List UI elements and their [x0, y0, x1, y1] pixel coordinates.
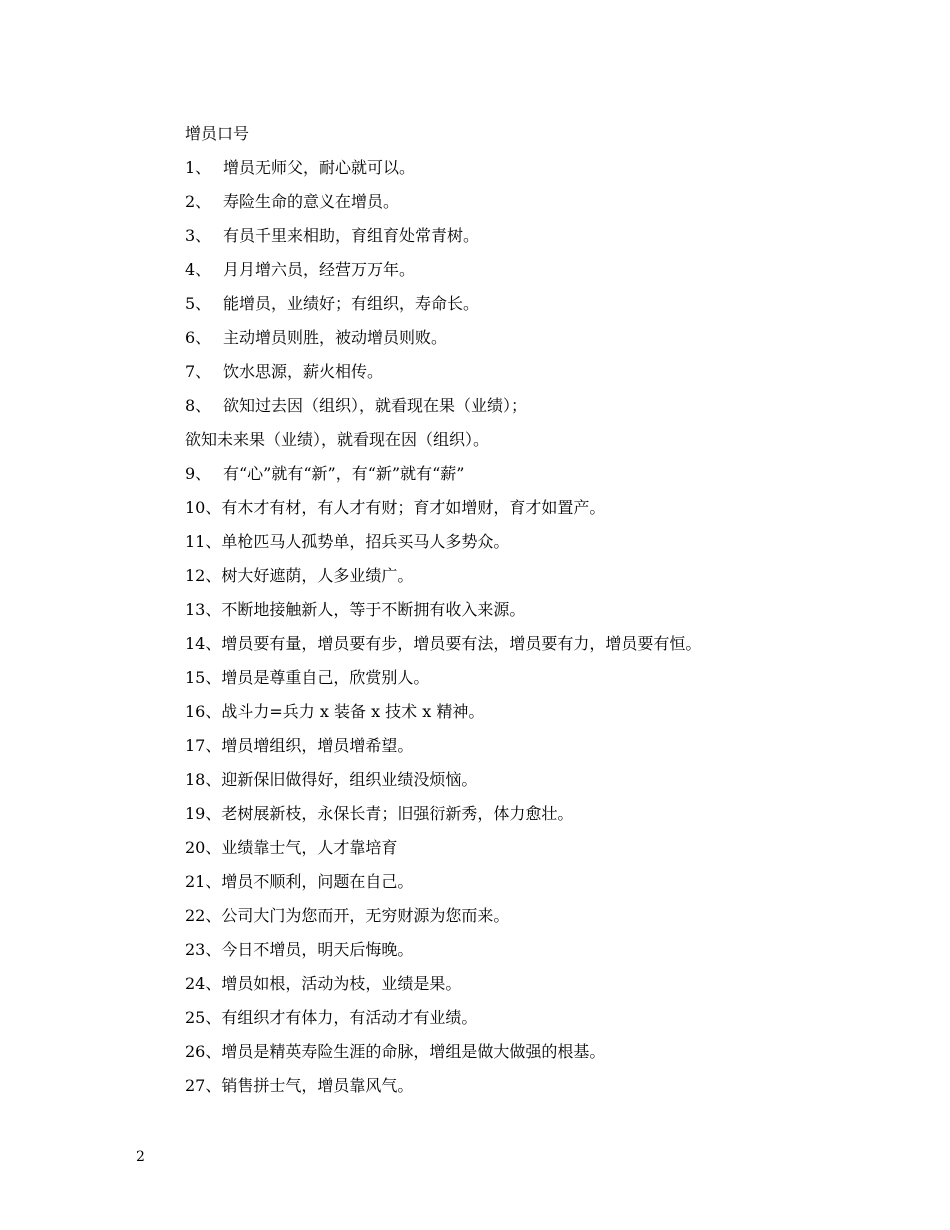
slogan-number: 19、 [185, 804, 222, 823]
document-body [185, 117, 905, 1103]
slogan-number: 1、 [185, 158, 212, 177]
slogan-number: 24、 [185, 974, 222, 993]
slogan-text: 有木才有材，有人才有财；育才如增财，育才如置产。 [221, 498, 606, 517]
slogan-number: 14、 [185, 634, 222, 653]
slogan-line [185, 627, 905, 661]
slogan-text: 欲知过去因（组织），就看现在果（业绩）； [223, 396, 528, 415]
slogan-text: 增员是精英寿险生涯的命脉，增组是做大做强的根基。 [221, 1042, 606, 1061]
slogan-number: 5、 [185, 294, 212, 313]
slogan-number: 25、 [185, 1008, 222, 1027]
slogan-line [185, 1001, 905, 1035]
slogan-line [185, 185, 905, 219]
slogan-text: 单枪匹马人孤势单，招兵买马人多势众。 [221, 532, 510, 551]
slogan-line [185, 389, 905, 423]
slogan-text: 能增员，业绩好；有组织，寿命长。 [223, 294, 480, 313]
slogan-line [185, 899, 905, 933]
slogan-number: 23、 [185, 940, 222, 959]
slogan-number: 8、 [185, 396, 212, 415]
slogan-number: 6、 [185, 328, 212, 347]
slogan-text: 饮水思源，薪火相传。 [223, 362, 384, 381]
slogan-text: 树大好遮荫，人多业绩广。 [221, 566, 414, 585]
slogan-number: 21、 [185, 872, 222, 891]
slogan-line [185, 457, 905, 491]
slogan-list [185, 151, 905, 1103]
slogan-text: 有组织才有体力，有活动才有业绩。 [221, 1008, 478, 1027]
slogan-text: 老树展新枝，永保长青；旧强衍新秀，体力愈壮。 [221, 804, 574, 823]
slogan-text: 战斗力=兵力 x 装备 x 技术 x 精神。 [221, 702, 485, 721]
slogan-number: 7、 [185, 362, 212, 381]
slogan-text: 迎新保旧做得好，组织业绩没烦恼。 [221, 770, 478, 789]
slogan-line [185, 1035, 905, 1069]
slogan-text: 增员要有量，增员要有步，增员要有法，增员要有力，增员要有恒。 [221, 634, 702, 653]
slogan-text: 增员不顺利，问题在自己。 [221, 872, 414, 891]
slogan-text: 业绩靠士气，人才靠培育 [221, 838, 398, 857]
slogan-number: 12、 [185, 566, 222, 585]
slogan-line [185, 287, 905, 321]
slogan-line [185, 763, 905, 797]
slogan-text: 有员千里来相助，育组育处常青树。 [223, 226, 480, 245]
slogan-text: 欲知未来果（业绩），就看现在因（组织）。 [185, 430, 490, 449]
slogan-line [185, 423, 905, 457]
slogan-text: 增员是尊重自己，欣赏别人。 [221, 668, 430, 687]
slogan-text: 有“心”就有“新”，有“新”就有“薪” [223, 464, 465, 483]
slogan-line [185, 933, 905, 967]
slogan-text: 增员如根，活动为枝，业绩是果。 [221, 974, 462, 993]
slogan-number: 3、 [185, 226, 212, 245]
page-number: 2 [136, 1149, 145, 1165]
slogan-line [185, 967, 905, 1001]
slogan-text: 主动增员则胜，被动增员则败。 [223, 328, 448, 347]
slogan-line [185, 831, 905, 865]
slogan-text: 增员无师父，耐心就可以。 [223, 158, 416, 177]
slogan-number: 20、 [185, 838, 222, 857]
slogan-number: 2、 [185, 192, 212, 211]
slogan-number: 9、 [185, 464, 212, 483]
slogan-line [185, 695, 905, 729]
slogan-text: 今日不增员，明天后悔晚。 [221, 940, 414, 959]
slogan-line [185, 1069, 905, 1103]
slogan-number: 22、 [185, 906, 222, 925]
slogan-text: 寿险生命的意义在增员。 [223, 192, 400, 211]
slogan-number: 15、 [185, 668, 222, 687]
slogan-line [185, 729, 905, 763]
slogan-line [185, 253, 905, 287]
slogan-line [185, 219, 905, 253]
slogan-text: 销售拼士气，增员靠风气。 [221, 1076, 414, 1095]
slogan-number: 27、 [185, 1076, 222, 1095]
slogan-line [185, 661, 905, 695]
slogan-line [185, 865, 905, 899]
slogan-number: 13、 [185, 600, 222, 619]
slogan-number: 16、 [185, 702, 222, 721]
slogan-text: 增员增组织，增员增希望。 [221, 736, 414, 755]
document-title: 增员口号 [185, 124, 250, 143]
slogan-number: 11、 [185, 532, 222, 551]
slogan-line [185, 593, 905, 627]
slogan-line [185, 355, 905, 389]
slogan-text: 公司大门为您而开，无穷财源为您而来。 [221, 906, 510, 925]
slogan-line [185, 491, 905, 525]
slogan-number: 26、 [185, 1042, 222, 1061]
slogan-line [185, 321, 905, 355]
slogan-line [185, 525, 905, 559]
slogan-number: 4、 [185, 260, 212, 279]
slogan-number: 18、 [185, 770, 222, 789]
slogan-number: 10、 [185, 498, 222, 517]
slogan-line [185, 559, 905, 593]
slogan-line [185, 151, 905, 185]
slogan-text: 月月增六员，经营万万年。 [223, 260, 416, 279]
slogan-line [185, 797, 905, 831]
slogan-text: 不断地接触新人，等于不断拥有收入来源。 [221, 600, 526, 619]
slogan-number: 17、 [185, 736, 222, 755]
